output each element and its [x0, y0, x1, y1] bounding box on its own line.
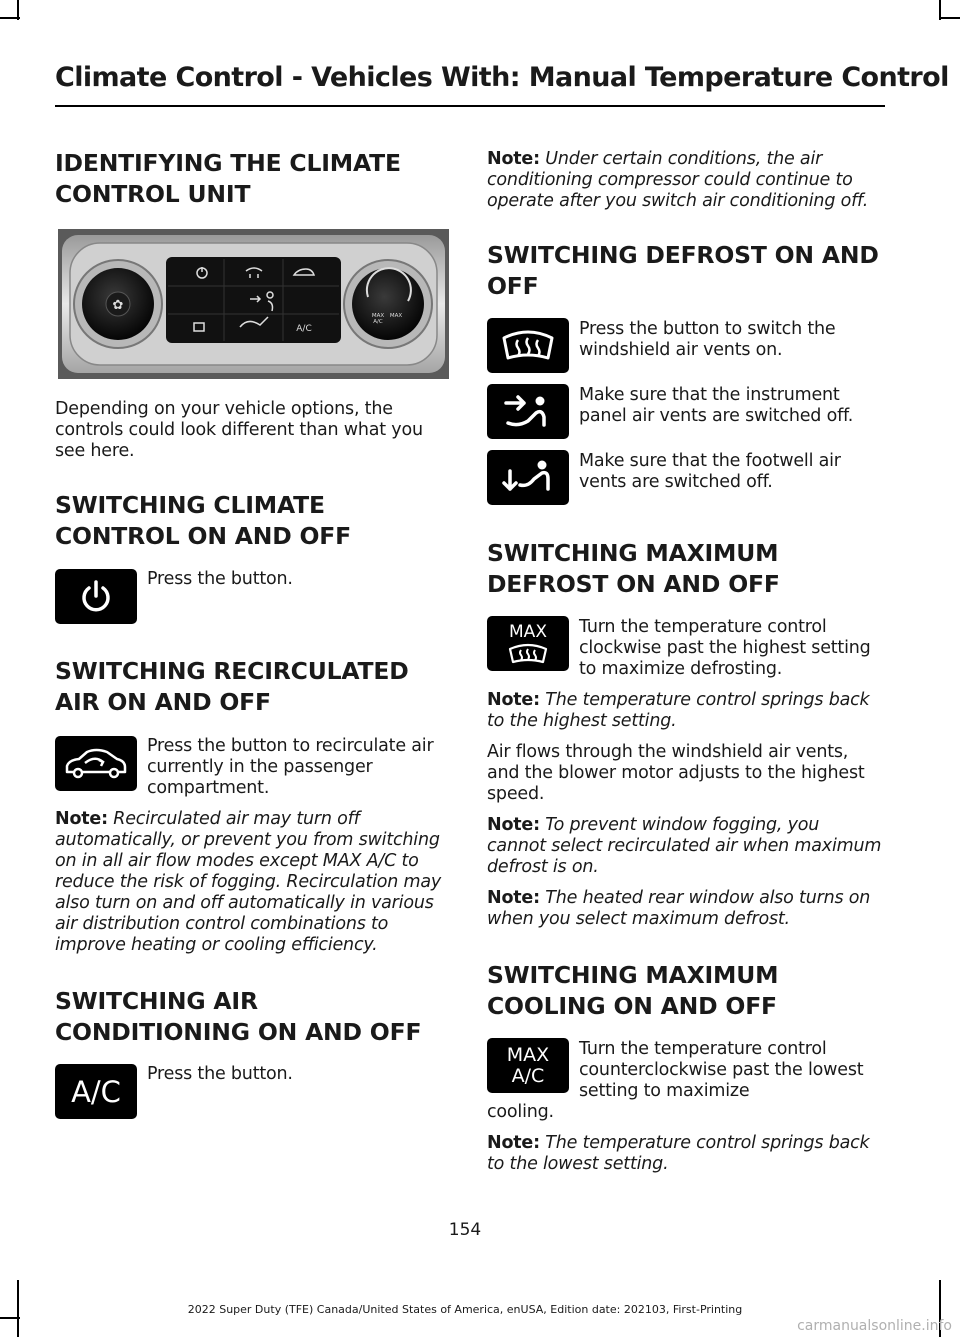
max-defrost-note-rear-window: Note: The heated rear window also turns on when you select maximum defrost. [487, 888, 871, 929]
svg-text:MAX: MAX [389, 313, 403, 319]
crop-mark [0, 17, 20, 19]
max-defrost-icon: MAX [487, 616, 569, 671]
heading-air-conditioning: SWITCHING AIR CONDITIONING ON AND OFF [55, 987, 422, 1046]
crop-mark [940, 17, 960, 19]
max-defrost-text: Turn the temperature control clockwise past the highest setting to maximize defrosting. [579, 617, 871, 679]
power-button-icon [55, 569, 137, 624]
page-number: 154 [448, 1220, 482, 1240]
crop-mark [0, 1317, 20, 1319]
max-defrost-airflow-paragraph: Air flows through the windshield air vents, and the blower motor adjusts to the highest speed. [487, 742, 865, 804]
defrost-text-windshield: Press the button to switch the windshield air vents on. [579, 319, 836, 360]
svg-text:A/C: A/C [296, 324, 312, 334]
heading-recirculated: SWITCHING RECIRCULATED AIR ON AND OFF [55, 657, 409, 716]
page-header-title: Climate Control - Vehicles With: Manual Temperature Control [55, 62, 949, 93]
ac-button-icon: A/C [55, 1064, 137, 1119]
recirculation-note: Note: Recirculated air may turn off automatically, or prevent you from switching on in all air flow modes except MAX A/C to reduce the risk of fogging. Recirculation may also turn on and off automatically in various air distribution control combinations to improve heating or cooling efficiency. [55, 809, 442, 955]
heading-identifying: IDENTIFYING THE CLIMATE CONTROL UNIT [55, 149, 401, 208]
svg-text:MAX: MAX [371, 313, 385, 319]
heading-climate-on-off: SWITCHING CLIMATE CONTROL ON AND OFF [55, 491, 352, 550]
identify-paragraph: Depending on your vehicle options, the controls could look different than what you see here. [55, 399, 423, 461]
max-ac-icon: MAX A/C [487, 1038, 569, 1093]
footwell-vent-icon [487, 450, 569, 505]
svg-text:✿: ✿ [112, 298, 124, 313]
ac-press-text: Press the button. [147, 1064, 293, 1084]
footer-edition-line: 2022 Super Duty (TFE) Canada/United States of America, enUSA, Edition date: 202103, First-Printing [187, 1303, 743, 1316]
watermark: carmanualsonline.info [797, 1318, 952, 1334]
windshield-defrost-icon [487, 318, 569, 373]
max-defrost-note-springs: Note: The temperature control springs back to the highest setting. [487, 690, 870, 731]
heading-maximum-cooling: SWITCHING MAXIMUM COOLING ON AND OFF [487, 961, 779, 1020]
defrost-text-footwell: Make sure that the footwell air vents are switched off. [579, 451, 841, 492]
panel-vent-icon [487, 384, 569, 439]
max-cooling-text: Turn the temperature control counterclockwise past the lowest setting to maximize [579, 1039, 864, 1101]
max-cooling-note: Note: The temperature control springs back to the lowest setting. [487, 1133, 870, 1174]
svg-text:A/C: A/C [373, 319, 383, 325]
heading-maximum-defrost: SWITCHING MAXIMUM DEFROST ON AND OFF [487, 539, 780, 598]
max-cooling-text-continued: cooling. [487, 1102, 554, 1122]
recirculate-text: Press the button to recirculate air currently in the passenger compartment. [147, 736, 434, 798]
defrost-text-panel: Make sure that the instrument panel air vents are switched off. [579, 385, 854, 426]
heading-defrost: SWITCHING DEFROST ON AND OFF [487, 241, 879, 300]
recirculation-icon [55, 736, 137, 791]
header-rule [55, 105, 885, 107]
climate-press-text: Press the button. [147, 569, 293, 589]
climate-control-panel-image [58, 229, 449, 379]
max-defrost-note-fogging: Note: To prevent window fogging, you cannot select recirculated air when maximum defrost is on. [487, 815, 882, 877]
ac-compressor-note: Note: Under certain conditions, the air conditioning compressor could continue to operate after you switch air conditioning off. [487, 149, 869, 211]
